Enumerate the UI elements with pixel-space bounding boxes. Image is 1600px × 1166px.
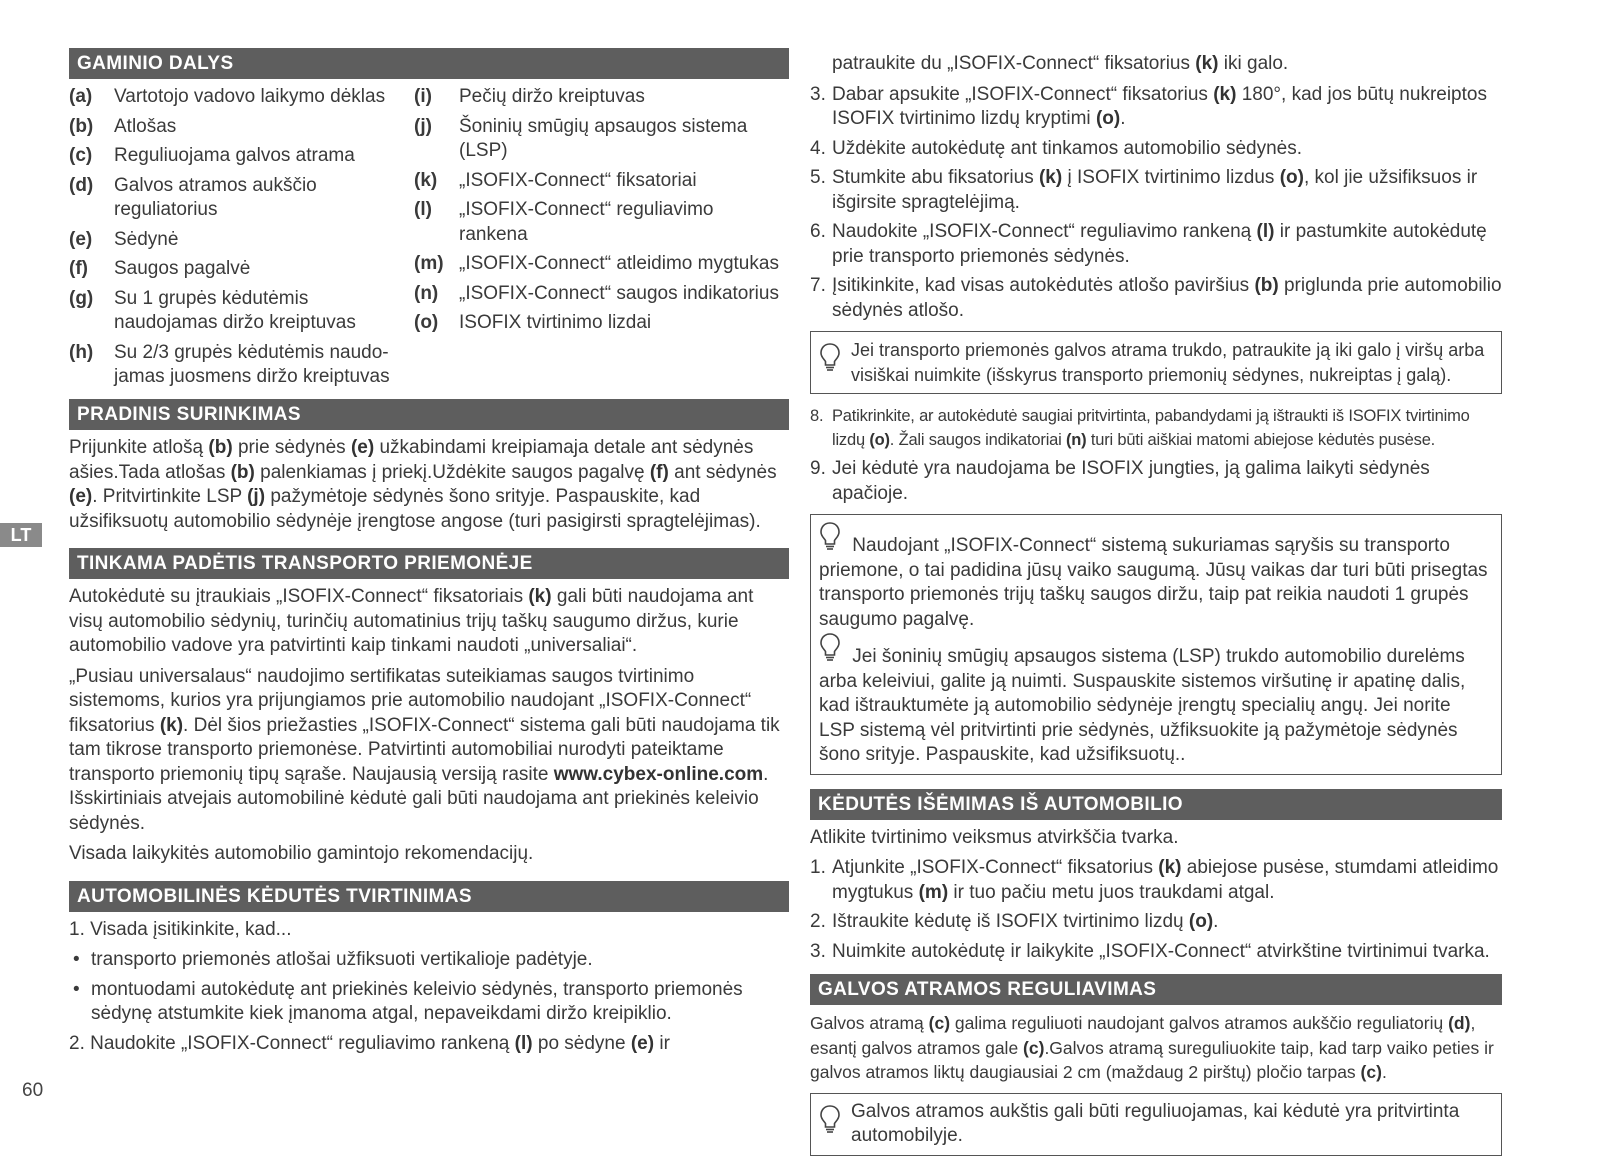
part-letter: (n): [414, 282, 439, 304]
part-letter: (a): [69, 86, 93, 107]
part-letter: (g): [69, 287, 94, 309]
left-column: [69, 48, 789, 1062]
installation-step-4: 4. Uždėkite autokėdutę ant tinkamos automobilio sėdynės.: [810, 137, 1302, 159]
parts-column-1: [69, 85, 409, 395]
part-text: Šoninių smūgių apsaugos sistema (LSP): [459, 115, 748, 161]
part-text: Galvos atramos aukščio reguliatorius: [114, 174, 317, 220]
part-letter: (f): [69, 258, 88, 279]
part-letter: (d): [69, 174, 94, 196]
tip-box-headrest: [810, 331, 1502, 394]
part-item: [69, 115, 409, 140]
lightbulb-icon: [819, 646, 846, 667]
removal-step-1: 1. Atjunkite „ISOFIX-Connect“ fiksatorius (k) abiejose pusėse, stumdami atleidimo mygtukus (m) ir tuo pačiu metu juos traukdami atgal.: [810, 857, 1499, 903]
part-item: [69, 257, 409, 282]
removal-step-3: 3. Nuimkite autokėdutę ir laikykite „ISOFIX-Connect“ atvirkštine tvirtinimui tvarka.: [810, 940, 1490, 962]
part-letter: (i): [414, 86, 432, 107]
installation-step-9: 9. Jei kėdutė yra naudojama be ISOFIX jungties, ją galima laikyti sėdynės apačioje.: [810, 458, 1430, 504]
part-item: [414, 85, 784, 110]
part-text: Sėdynė: [114, 228, 179, 250]
installation-step-5: 5. Stumkite abu fiksatorius (k) į ISOFIX tvirtinimo lizdus (o), kol jie užsifiksuos ir išgirsite spragtelėjimą.: [810, 167, 1478, 213]
part-item: [69, 228, 409, 253]
tip-text: Naudojant „ISOFIX-Connect“ sistemą sukuriamas sąryšis su transporto priemone, o tai padidina jūsų vaiko saugumą. Jūsų vaikas dar turi būti prisegtas transporto priemonės trijų taškų saugos diržu, taip pat reikia naudoti 1 grupės saugumo pagalvę.: [819, 535, 1488, 630]
assembly-text: Prijunkite atlošą (b) prie sėdynės (e) užkabindami kreipiamaja detale ant sėdynės ašies.Tada atlošas (b) palenkiamas į priekį.Uždėkite saugos pagalvę (f) ant sėdynės (e). Pritvirtinkite LSP (j) pažymėtoje sėdynės šono srityje. Paspauskite, kad užsifiksuotų automobilio sėdynėje įrengtose angose (turi pasigirsti spragtelėjimas).: [69, 437, 777, 532]
language-tab: LT: [0, 523, 42, 547]
part-item: [69, 174, 409, 223]
part-item: [69, 287, 409, 336]
part-text: Pečių diržo kreiptuvas: [459, 86, 645, 107]
lightbulb-icon: [819, 342, 845, 387]
part-item: [414, 169, 784, 194]
tip-text: Jei šoninių smūgių apsaugos sistema (LSP) trukdo automobilio durelėms arba keleiviui, galite ją nuimti. Suspauskite sistemos viršutinę ir apatinę dalis, kad ištrauktumėte ją automobilio sėdynėje įrengtų specialių angų. Jei norite LSP sistemą vėl pritvirtinti prie sėdynės, užfiksuokite ją pažymėtoje sėdynės šono srityje. Paspauskite, kad užsifiksuotų..: [819, 646, 1466, 765]
section-header-installation: AUTOMOBILINĖS KĖDUTĖS TVIRTINIMAS: [69, 881, 789, 912]
installation-step-6: 6. Naudokite „ISOFIX-Connect“ reguliavimo rankeną (l) ir pastumkite autokėdutę prie transporto priemonės sėdynės.: [810, 221, 1487, 267]
part-text: „ISOFIX-Connect“ reguliavimo rankena: [459, 199, 714, 245]
tip-box-isofix: [810, 514, 1502, 775]
tip-text: Jei transporto priemonės galvos atrama trukdo, patraukite ją iki galo į viršų arba visiškai nuimkite (išskyrus transporto priemonių sėdynes, nukreiptas į galą).: [851, 340, 1485, 385]
position-paragraph-3: Visada laikykitės automobilio gamintojo rekomendacijų.: [69, 843, 534, 864]
part-text: „ISOFIX-Connect“ atleidimo mygtukas: [459, 253, 779, 274]
part-text: „ISOFIX-Connect“ fiksatoriai: [459, 169, 697, 191]
removal-step-2: 2. Ištraukite kėdutę iš ISOFIX tvirtinimo lizdų (o).: [810, 911, 1219, 932]
installation-step-3: 3. Dabar apsukite „ISOFIX-Connect“ fiksatorius (k) 180°, kad jos būtų nukreiptos ISOFIX tvirtinimo lizdų kryptimi (o).: [810, 83, 1487, 129]
part-letter: (h): [69, 341, 94, 363]
part-text: Reguliuojama galvos atrama: [114, 145, 355, 166]
position-paragraph-2: „Pusiau universalaus“ naudojimo sertifikatas suteikiamas saugos tvirtinimo sistemoms, kurios yra prijungiamos prie automobilio naudojant „ISOFIX-Connect“ fiksatorius (k). Dėl šios priežasties „ISOFIX-Connect“ sistema gali būti naudojama tik tam tikrose transporto priemonėse. Patvirtinti automobiliai nurodyti pateiktame transporto priemonių tipų sąraše. Naujausią versiją rasite www.cybex-online.com. Išskirtiniais atvejais automobilinė kėdutė gali būti naudojama ant priekinės keleivio sėdynės.: [69, 665, 780, 834]
part-text: Su 1 grupės kėdutėmis naudojamas diržo kreiptuvas: [114, 287, 356, 333]
tip-isofix: [819, 521, 1489, 632]
section-header-headrest: GALVOS ATRAMOS REGULIAVIMAS: [810, 974, 1502, 1005]
installation-step-8: 8. Patikrinkite, ar autokėdutė saugiai pritvirtinta, pabandydami ją ištraukti iš ISOFIX tvirtinimo lizdų (o). Žali saugos indikatoriai (n) turi būti aiškiai matomi abiejose kėdutės pusėse.: [810, 407, 1470, 449]
parts-list: [69, 85, 789, 389]
headrest-text: Galvos atramą (c) galima reguliuoti naudojant galvos atramos aukščio reguliatorių (d), esantį galvos atramos gale (c).Galvos atramą sureguliuokite taip, kad tarp vaiko peties ir galvos atramos liktų daugiausiai 2 cm (maždaug 2 pirštų) pločio tarpas (c).: [810, 1013, 1494, 1082]
right-column: [810, 52, 1502, 1166]
part-item: [414, 115, 784, 164]
part-letter: (b): [69, 115, 94, 137]
tip-text: Galvos atramos aukštis gali būti reguliuojamas, kai kėdutė yra pritvirtinta automobilyje.: [851, 1100, 1460, 1146]
tip-box-headrest-height: [810, 1093, 1502, 1156]
section-header-position: TINKAMA PADĖTIS TRANSPORTO PRIEMONĖJE: [69, 548, 789, 579]
installation-step-2: 2. Naudokite „ISOFIX-Connect“ reguliavimo rankeną (l) po sėdyne (e) ir: [69, 1032, 670, 1054]
lightbulb-icon: [819, 535, 846, 556]
part-letter: (l): [414, 199, 432, 220]
part-text: ISOFIX tvirtinimo lizdai: [459, 312, 652, 333]
part-letter: (e): [69, 228, 93, 250]
part-text: Saugos pagalvė: [114, 258, 251, 279]
part-letter: (c): [69, 145, 93, 166]
position-paragraph-1: Autokėdutė su įtraukiais „ISOFIX-Connect“ fiksatoriais (k) gali būti naudojama ant visų automobilio sėdynių, turinčių automatinius trijų taškų saugumo diržus, kurie automobilio vadove yra patvirtinti kaip tinkami naudoti „universaliai“.: [69, 586, 754, 656]
part-item: [69, 85, 409, 110]
lightbulb-icon: [819, 1104, 845, 1149]
installation-bullet-1: • transporto priemonės atlošai užfiksuoti vertikalioje padėtyje.: [73, 949, 593, 970]
installation-step-7: 7. Įsitikinkite, kad visas autokėdutės atlošo paviršius (b) priglunda prie automobilio sėdynės atlošo.: [810, 275, 1502, 321]
installation-bullet-2: • montuodami autokėdutę ant priekinės keleivio sėdynės, transporto priemonės sėdynę atstumkite kiek įmanoma atgal, nepaveikdami diržo kreipiklio.: [73, 978, 743, 1024]
installation-step-1: 1. Visada įsitikinkite, kad...: [69, 918, 292, 940]
part-text: Su 2/3 grupės kėdutėmis naudo-jamas juosmens diržo kreiptuvas: [114, 341, 390, 387]
part-item: [69, 144, 409, 169]
part-item: [414, 252, 784, 277]
part-letter: (j): [414, 115, 432, 137]
section-header-assembly: PRADINIS SURINKIMAS: [69, 399, 789, 430]
installation-step-2-continued: patraukite du „ISOFIX-Connect“ fiksatorius (k) iki galo.: [832, 53, 1289, 74]
removal-intro: Atlikite tvirtinimo veiksmus atvirkščia tvarka.: [810, 826, 1179, 848]
part-item: [414, 282, 784, 307]
section-header-parts: GAMINIO DALYS: [69, 48, 789, 79]
part-item: [414, 198, 784, 247]
tip-lsp: [819, 632, 1489, 768]
part-letter: (k): [414, 169, 438, 191]
section-header-removal: KĖDUTĖS IŠĖMIMAS IŠ AUTOMOBILIO: [810, 789, 1502, 820]
part-text: „ISOFIX-Connect“ saugos indikatorius: [459, 282, 779, 304]
part-text: Atlošas: [114, 115, 177, 137]
part-item: [414, 311, 784, 336]
part-item: [69, 341, 409, 390]
page-number: 60: [22, 1080, 44, 1101]
part-letter: (m): [414, 253, 444, 274]
part-letter: (o): [414, 312, 439, 333]
parts-column-2: [414, 85, 784, 341]
part-text: Vartotojo vadovo laikymo dėklas: [114, 86, 386, 107]
